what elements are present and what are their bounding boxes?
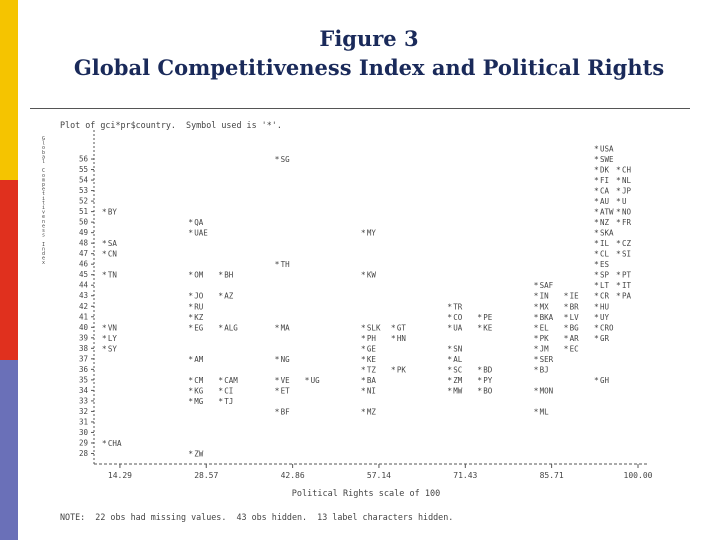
y-tick-label: 38: [78, 343, 88, 353]
data-point-marker: *: [563, 323, 569, 333]
y-tick-label: 48: [78, 238, 88, 248]
data-point-label: ZW: [194, 449, 204, 459]
y-tick-label: 28: [78, 448, 88, 458]
data-point-label: PT: [622, 270, 632, 280]
data-point-marker: *: [594, 249, 599, 259]
data-point-marker: *: [477, 312, 483, 322]
data-point-marker: *: [274, 386, 280, 396]
data-point-marker: *: [594, 207, 599, 217]
data-point-label: SKA: [600, 228, 614, 238]
data-point-marker: *: [360, 344, 366, 354]
data-point-marker: *: [477, 375, 483, 385]
data-point-label: UY: [600, 312, 610, 322]
data-point-label: ET: [280, 386, 290, 396]
y-tick-label: 55: [78, 165, 88, 175]
data-point-label: UA: [453, 323, 463, 333]
data-point-marker: *: [447, 365, 453, 375]
data-point-label: BJ: [539, 365, 549, 375]
data-point-label: MY: [366, 228, 376, 238]
y-axis-label-char: I: [42, 241, 46, 248]
y-tick-label: 30: [78, 427, 88, 437]
y-axis-label-char: s: [42, 228, 46, 234]
y-axis-label-char: s: [42, 232, 46, 239]
data-point-marker: *: [218, 396, 224, 406]
y-tick-label: 31: [78, 417, 88, 427]
data-point-marker: *: [533, 365, 539, 375]
data-point-label: OM: [194, 270, 204, 280]
data-point-marker: *: [533, 333, 539, 343]
data-point-marker: *: [188, 449, 194, 459]
data-point-label: SA: [107, 239, 117, 249]
data-point-label: JM: [539, 344, 549, 354]
data-point-label: MG: [194, 396, 204, 406]
y-tick-label: 33: [78, 396, 88, 406]
x-tick-label: 100.00: [623, 471, 653, 480]
data-point-marker: *: [616, 197, 621, 207]
data-point-label: MON: [539, 386, 554, 396]
data-point-label: SY: [107, 344, 117, 354]
y-axis-label-char: l: [42, 140, 46, 147]
data-point-label: AZ: [224, 291, 234, 301]
data-point-marker: *: [188, 218, 194, 228]
data-point-marker: *: [101, 438, 107, 448]
data-point-marker: *: [274, 354, 280, 364]
data-point-label: EG: [194, 323, 204, 333]
data-point-marker: *: [594, 155, 599, 165]
data-point-label: BA: [366, 375, 376, 385]
accent-band-red: [0, 180, 18, 360]
data-point-marker: *: [101, 249, 107, 259]
data-point-label: CO: [453, 312, 463, 322]
data-point-marker: *: [360, 365, 366, 375]
data-point-label: AM: [194, 354, 204, 364]
data-point-marker: *: [616, 239, 621, 249]
data-point-marker: *: [594, 218, 599, 228]
data-point-marker: *: [188, 323, 194, 333]
y-tick-label: 40: [78, 322, 88, 332]
y-tick-label: 51: [78, 207, 88, 217]
y-tick-label: 49: [78, 228, 88, 238]
data-point-marker: *: [360, 323, 366, 333]
y-tick-label: 47: [78, 249, 88, 259]
data-point-marker: *: [447, 354, 453, 364]
data-point-label: EL: [539, 323, 549, 333]
data-point-marker: *: [594, 281, 599, 291]
data-point-label: NZ: [600, 218, 610, 228]
data-point-label: MA: [280, 323, 290, 333]
y-axis-label-char: o: [42, 145, 46, 152]
y-axis-label-char: e: [42, 223, 46, 230]
data-point-marker: *: [218, 375, 224, 385]
data-point-marker: *: [274, 407, 280, 417]
data-point-marker: *: [594, 228, 599, 238]
data-point-label: CZ: [622, 239, 632, 249]
data-point-marker: *: [594, 186, 599, 196]
data-point-marker: *: [477, 386, 483, 396]
data-point-marker: *: [616, 165, 621, 175]
data-point-label: AL: [453, 354, 463, 364]
data-point-label: ALG: [224, 323, 238, 333]
data-point-marker: *: [594, 270, 599, 280]
data-point-label: ES: [600, 260, 610, 270]
data-point-marker: *: [594, 302, 599, 312]
y-tick-label: 29: [78, 438, 88, 448]
y-axis-label-char: b: [42, 149, 46, 156]
data-point-label: CM: [194, 375, 204, 385]
data-point-label: SC: [453, 365, 463, 375]
data-point-label: MX: [539, 302, 549, 312]
y-axis-label-char: a: [42, 154, 46, 161]
data-point-marker: *: [188, 312, 194, 322]
data-point-label: NI: [366, 386, 376, 396]
data-point-marker: *: [101, 207, 107, 217]
data-point-marker: *: [274, 260, 280, 270]
data-point-marker: *: [360, 386, 366, 396]
y-axis-label-char: d: [42, 251, 46, 257]
data-point-marker: *: [390, 365, 396, 375]
data-point-label: SP: [600, 270, 610, 280]
data-point-marker: *: [304, 375, 310, 385]
data-point-marker: *: [218, 386, 224, 396]
data-point-label: LT: [600, 281, 610, 291]
data-point-label: AU: [600, 197, 610, 207]
data-point-label: KW: [366, 270, 376, 280]
data-point-label: ML: [539, 407, 549, 417]
data-point-label: TR: [453, 302, 463, 312]
y-axis-label-char: x: [42, 260, 46, 267]
y-tick-label: 42: [78, 301, 88, 311]
plot-header: Plot of gci*pr$country. Symbol used is '*'.: [60, 120, 282, 130]
data-point-marker: *: [533, 281, 539, 291]
y-tick-label: 44: [78, 280, 88, 290]
x-tick-label: 85.71: [539, 471, 564, 480]
data-point-label: VN: [107, 323, 117, 333]
data-point-marker: *: [594, 333, 599, 343]
data-point-marker: *: [563, 344, 569, 354]
y-axis-label-char: n: [42, 246, 46, 253]
y-tick-label: 54: [78, 175, 88, 185]
scatter-plot: [38, 114, 678, 528]
data-point-label: BG: [569, 323, 579, 333]
data-point-marker: *: [447, 386, 453, 396]
data-point-marker: *: [101, 344, 107, 354]
y-tick-label: 46: [78, 259, 88, 269]
data-point-marker: *: [101, 323, 107, 333]
data-point-marker: *: [594, 144, 599, 154]
data-point-marker: *: [616, 249, 621, 259]
data-point-label: SAF: [539, 281, 554, 291]
x-tick-label: 42.86: [280, 471, 305, 480]
y-tick-label: 53: [78, 186, 88, 196]
data-point-marker: *: [188, 354, 194, 364]
data-point-marker: *: [563, 312, 569, 322]
data-point-label: PY: [483, 375, 493, 385]
data-point-marker: *: [447, 323, 453, 333]
y-axis-label-char: e: [42, 214, 46, 221]
y-tick-label: 41: [78, 312, 88, 322]
data-point-marker: *: [360, 333, 366, 343]
data-point-marker: *: [188, 396, 194, 406]
data-point-label: DK: [600, 165, 610, 175]
y-axis-label-char: l: [42, 159, 46, 165]
data-point-marker: *: [101, 333, 107, 343]
data-point-marker: *: [533, 407, 539, 417]
y-axis-label-char: v: [42, 209, 46, 216]
data-point-marker: *: [188, 228, 194, 238]
data-point-label: PA: [622, 291, 632, 301]
y-axis-label-char: t: [42, 200, 46, 207]
data-point-label: SWE: [600, 155, 614, 165]
data-point-marker: *: [594, 197, 599, 207]
data-point-label: PK: [539, 333, 549, 343]
data-point-label: BY: [107, 207, 117, 217]
data-point-marker: *: [274, 375, 280, 385]
data-point-marker: *: [390, 333, 396, 343]
data-point-label: U: [622, 197, 627, 207]
data-point-marker: *: [360, 354, 366, 364]
data-point-label: GH: [600, 375, 610, 385]
data-point-label: NG: [280, 354, 290, 364]
data-point-label: IT: [622, 281, 632, 291]
data-point-marker: *: [188, 291, 194, 301]
data-point-marker: *: [360, 270, 366, 280]
y-axis-label-char: m: [42, 177, 46, 184]
data-point-marker: *: [447, 302, 453, 312]
y-tick-label: 56: [78, 154, 88, 164]
data-point-label: TN: [107, 270, 117, 280]
y-axis-label-char: C: [42, 168, 46, 175]
y-axis-label-char: n: [42, 218, 46, 225]
data-point-label: MW: [453, 386, 463, 396]
data-point-label: CAM: [224, 375, 238, 385]
data-point-label: CN: [107, 249, 117, 259]
data-point-marker: *: [563, 333, 569, 343]
data-point-marker: *: [563, 291, 569, 301]
data-point-label: CL: [600, 249, 610, 259]
data-point-label: TH: [280, 260, 290, 270]
data-point-label: FR: [622, 218, 632, 228]
data-point-marker: *: [390, 323, 396, 333]
data-point-label: TJ: [224, 396, 234, 406]
data-point-label: UG: [310, 375, 320, 385]
data-point-marker: *: [274, 323, 280, 333]
data-point-label: KG: [194, 386, 204, 396]
data-point-label: NO: [622, 207, 632, 217]
data-point-label: FI: [600, 176, 610, 186]
data-point-marker: *: [616, 291, 621, 301]
y-tick-label: 36: [78, 364, 88, 374]
data-point-label: SLK: [366, 323, 381, 333]
data-point-label: LY: [107, 333, 117, 343]
data-point-marker: *: [616, 176, 621, 186]
x-tick-label: 57.14: [366, 471, 391, 480]
data-point-label: KZ: [194, 312, 204, 322]
y-tick-label: 43: [78, 291, 88, 301]
x-axis-label: Political Rights scale of 100: [291, 489, 441, 499]
data-point-label: PH: [366, 333, 376, 343]
data-point-marker: *: [101, 270, 107, 280]
data-point-label: BD: [483, 365, 493, 375]
data-point-label: USA: [600, 144, 614, 154]
data-point-label: CI: [224, 386, 234, 396]
data-point-marker: *: [477, 323, 483, 333]
data-point-label: ZM: [453, 375, 463, 385]
data-point-label: BF: [280, 407, 290, 417]
data-point-label: PK: [396, 365, 406, 375]
figure-number: Figure 3: [319, 26, 419, 51]
y-axis-label-char: o: [42, 172, 46, 179]
data-point-marker: *: [594, 375, 599, 385]
y-axis-label-char: i: [42, 195, 46, 202]
title-divider: [30, 108, 690, 109]
y-axis-label-char: G: [42, 136, 46, 142]
data-point-marker: *: [616, 270, 621, 280]
data-point-marker: *: [360, 407, 366, 417]
data-point-label: MZ: [366, 407, 376, 417]
data-point-marker: *: [101, 239, 107, 249]
data-point-label: IL: [600, 239, 610, 249]
data-point-marker: *: [218, 291, 224, 301]
data-point-label: JP: [622, 186, 632, 196]
data-point-marker: *: [533, 291, 539, 301]
data-point-marker: *: [616, 207, 621, 217]
accent-band-blue: [0, 360, 18, 540]
data-point-label: HU: [600, 302, 610, 312]
data-point-label: BO: [483, 386, 493, 396]
data-point-label: LV: [569, 312, 579, 322]
y-tick-label: 32: [78, 406, 88, 416]
accent-band-yellow: [0, 0, 18, 180]
data-point-marker: *: [447, 375, 453, 385]
data-point-marker: *: [274, 155, 280, 165]
data-point-marker: *: [477, 365, 483, 375]
data-point-label: GT: [396, 323, 406, 333]
data-point-marker: *: [533, 312, 539, 322]
data-point-marker: *: [360, 375, 366, 385]
data-point-marker: *: [533, 323, 539, 333]
data-point-label: ATW: [600, 207, 614, 217]
data-point-label: CH: [622, 165, 632, 175]
figure-title: Global Competitiveness Index and Political Rights: [73, 55, 665, 80]
y-tick-label: 37: [78, 354, 88, 364]
data-point-marker: *: [616, 218, 621, 228]
data-point-label: CA: [600, 186, 610, 196]
data-point-label: CRO: [600, 323, 614, 333]
data-point-marker: *: [188, 302, 194, 312]
data-point-label: RU: [194, 302, 204, 312]
data-point-label: KE: [366, 354, 376, 364]
data-point-marker: *: [188, 375, 194, 385]
y-tick-label: 39: [78, 333, 88, 343]
data-point-label: BKA: [539, 312, 554, 322]
y-tick-label: 35: [78, 375, 88, 385]
plot-note: NOTE: 22 obs had missing values. 43 obs hidden. 13 label characters hidden.: [60, 512, 454, 522]
x-tick-label: 71.43: [453, 471, 478, 480]
data-point-label: CR: [600, 291, 610, 301]
data-point-label: KE: [483, 323, 493, 333]
data-point-marker: *: [563, 302, 569, 312]
data-point-label: VE: [280, 375, 290, 385]
data-point-marker: *: [360, 228, 366, 238]
data-point-marker: *: [594, 165, 599, 175]
data-point-label: BR: [569, 302, 579, 312]
data-point-label: IN: [539, 291, 549, 301]
data-point-marker: *: [594, 260, 599, 270]
data-point-marker: *: [218, 323, 224, 333]
data-point-label: JO: [194, 291, 204, 301]
data-point-label: BH: [224, 270, 234, 280]
data-point-label: AR: [569, 333, 579, 343]
data-point-marker: *: [533, 386, 539, 396]
y-axis-label-char: i: [42, 205, 46, 211]
data-point-label: GE: [366, 344, 376, 354]
data-point-label: UAE: [194, 228, 208, 238]
data-point-label: SG: [280, 155, 290, 165]
data-point-marker: *: [533, 354, 539, 364]
data-point-marker: *: [447, 344, 453, 354]
y-axis-label-char: e: [42, 255, 46, 262]
x-tick-label: 14.29: [107, 471, 132, 480]
data-point-label: PE: [483, 312, 493, 322]
data-point-label: NL: [622, 176, 632, 186]
data-point-label: IE: [569, 291, 579, 301]
y-tick-label: 50: [78, 217, 88, 227]
data-point-label: HN: [396, 333, 406, 343]
data-point-label: GR: [600, 333, 610, 343]
data-point-marker: *: [594, 239, 599, 249]
chart-svg: [38, 114, 678, 528]
data-point-label: SER: [539, 354, 554, 364]
data-point-label: EC: [569, 344, 579, 354]
data-point-marker: *: [594, 176, 599, 186]
y-tick-label: 45: [78, 270, 88, 280]
y-axis-label-char: p: [42, 182, 46, 188]
data-point-label: TZ: [366, 365, 376, 375]
data-point-label: QA: [194, 218, 204, 228]
x-tick-label: 28.57: [194, 471, 219, 480]
data-point-marker: *: [594, 312, 599, 322]
data-point-marker: *: [533, 344, 539, 354]
data-point-marker: *: [218, 270, 224, 280]
y-axis-label-char: t: [42, 191, 46, 198]
y-tick-label: 34: [78, 385, 88, 395]
y-tick-label: 52: [78, 196, 88, 206]
data-point-label: SI: [622, 249, 632, 259]
data-point-marker: *: [594, 323, 599, 333]
data-point-marker: *: [188, 270, 194, 280]
data-point-marker: *: [533, 302, 539, 312]
data-point-marker: *: [447, 312, 453, 322]
data-point-marker: *: [616, 186, 621, 196]
data-point-marker: *: [616, 281, 621, 291]
data-point-marker: *: [188, 386, 194, 396]
y-axis-label-char: e: [42, 186, 46, 193]
data-point-label: CHA: [107, 438, 122, 448]
data-point-marker: *: [594, 291, 599, 301]
data-point-label: SN: [453, 344, 463, 354]
